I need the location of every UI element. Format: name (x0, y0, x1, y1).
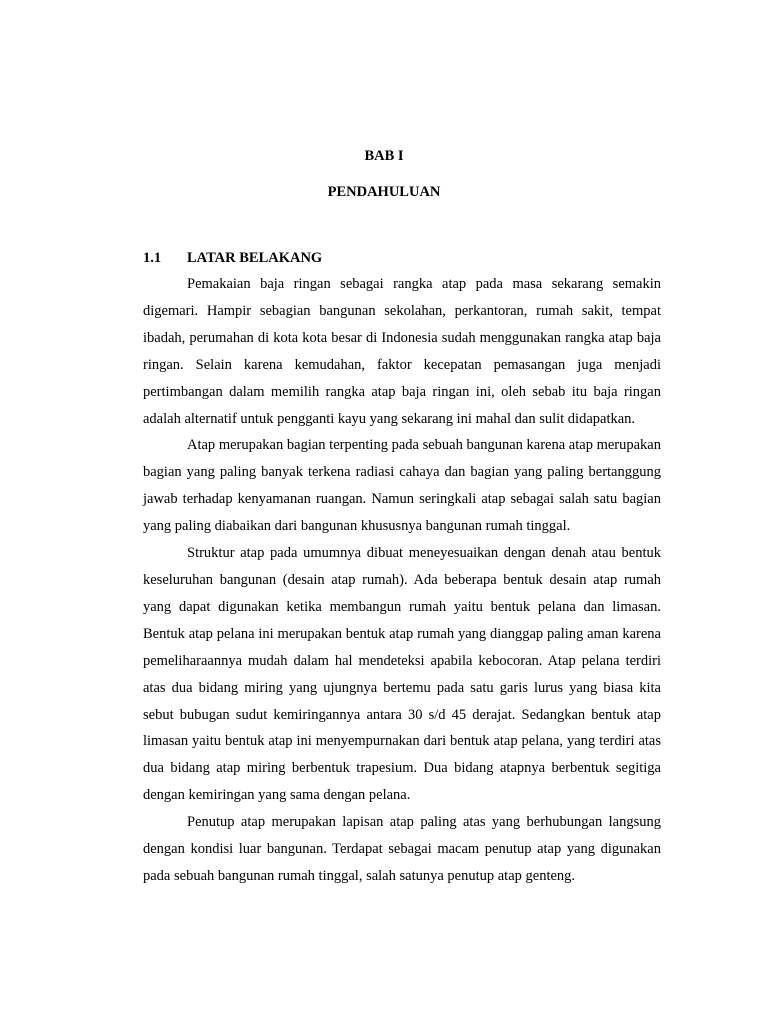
paragraph: Penutup atap merupakan lapisan atap paling atas yang berhubungan langsung dengan kondisi luar bangunan. Terdapat sebagai macam penutup atap yang digunakan pada sebuah bangunan rumah tinggal, salah satunya penutup atap genteng. (143, 814, 661, 884)
body-text (143, 271, 661, 890)
section-heading (143, 248, 322, 268)
section-title: LATAR BELAKANG (187, 250, 323, 266)
chapter-title: PENDAHULUAN (327, 184, 441, 200)
paragraph: Atap merupakan bagian terpenting pada sebuah bangunan karena atap merupakan bagian yang paling banyak terkena radiasi cahaya dan bagian yang paling bertanggung jawab terhadap kenyamanan ruangan. Namun seringkali atap sebagai salah satu bagian yang paling diabaikan dari bangunan khususnya bangunan rumah tinggal. (143, 437, 661, 535)
section-number: 1.1 (143, 250, 162, 266)
chapter-number: BAB I (364, 148, 404, 164)
paragraph: Struktur atap pada umumnya dibuat meneyesuaikan dengan denah atau bentuk keseluruhan bangunan (desain atap rumah). Ada beberapa bentuk desain atap rumah yang dapat digunakan ketika membangun rumah yaitu bentuk pelana dan limasan. Bentuk atap pelana ini merupakan bentuk atap rumah yang dianggap paling aman karena pemeliharaannya mudah dalam hal mendeteksi apabila kebocoran. Atap pelana terdiri atas dua bidang miring yang ujungnya bertemu pada satu garis lurus yang biasa kita sebut bubugan sudut kemiringannya antara 30 s/d 45 derajat. Sedangkan bentuk atap limasan yaitu bentuk atap ini menyempurnakan dari bentuk atap pelana, yang terdiri atas dua bidang atap miring berbentuk trapesium. Dua bidang atapnya berbentuk segitiga dengan kemiringan yang sama dengan pelana. (143, 545, 661, 804)
paragraph: Pemakaian baja ringan sebagai rangka atap pada masa sekarang semakin digemari. Hampir sebagian bangunan sekolahan, perkantoran, rumah sakit, tempat ibadah, perumahan di kota kota besar di Indonesia sudah menggunakan rangka atap baja ringan. Selain karena kemudahan, faktor kecepatan pemasangan juga menjadi pertimbangan dalam memilih rangka atap baja ringan ini, oleh sebab itu baja ringan adalah alternatif untuk pengganti kayu yang sekarang ini mahal dan sulit didapatkan. (143, 276, 661, 427)
